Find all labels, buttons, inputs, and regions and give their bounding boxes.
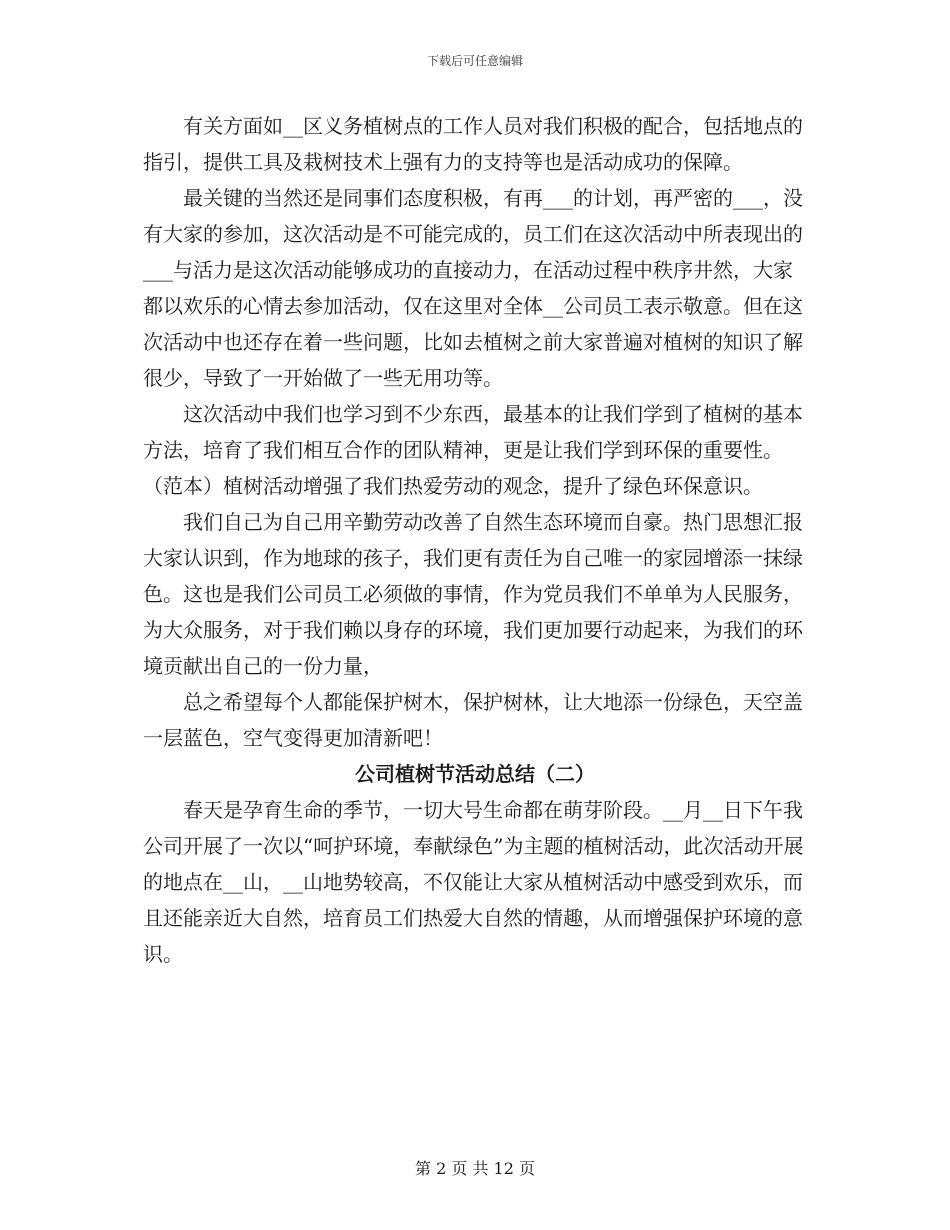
page-header: 下载后可任意编辑 <box>426 54 523 68</box>
section-title: 公司植树节活动总结（二） <box>355 762 595 786</box>
paragraph: 这次活动中我们也学习到不少东西，最基本的让我们学到了植树的基本方法，培育了我们相互合作的团队精神，更是让我们学到环保的重要性。（范本）植树活动增强了我们热爱劳动的观念，提升了绿色环保意识。 <box>143 402 803 498</box>
document-body <box>143 108 807 972</box>
page-number: 第 2 页 共 12 页 <box>415 1159 535 1178</box>
paragraph: 总之希望每个人都能保护树木，保护树林，让大地添一份绿色，天空盖一层蓝色，空气变得更加清新吧！ <box>143 690 803 750</box>
paragraph: 我们自己为自己用辛勤劳动改善了自然生态环境而自豪。热门思想汇报大家认识到，作为地球的孩子，我们更有责任为自己唯一的家园增添一抹绿色。这也是我们公司员工必须做的事情，作为党员我们不单单为人民服务，为大众服务，对于我们赖以身存的环境，我们更加要行动起来，为我们的环境贡献出自己的一份力量， <box>143 510 803 678</box>
paragraph: 春天是孕育生命的季节，一切大号生命都在萌芽阶段。__月__日下午我公司开展了一次以“呵护环境，奉献绿色”为主题的植树活动，此次活动开展的地点在__山，__山地势较高，不仅能让大家从植树活动中感受到欢乐，而且还能亲近大自然，培育员工们热爱大自然的情趣，从而增强保护环境的意识。 <box>143 798 804 966</box>
paragraph: 有关方面如__区义务植树点的工作人员对我们积极的配合，包括地点的指引，提供工具及栽树技术上强有力的支持等也是活动成功的保障。 <box>143 114 803 174</box>
paragraph: 最关键的当然还是同事们态度积极，有再___的计划，再严密的___，没有大家的参加，这次活动是不可能完成的，员工们在这次活动中所表现出的___与活力是这次活动能够成功的直接动力，在活动过程中秩序井然，大家都以欢乐的心情去参加活动，仅在这里对全体__公司员工表示敬意。但在这次活动中也还存在着一些问题，比如去植树之前大家普遍对植树的知识了解很少，导致了一开始做了一些无用功等。 <box>143 186 803 390</box>
